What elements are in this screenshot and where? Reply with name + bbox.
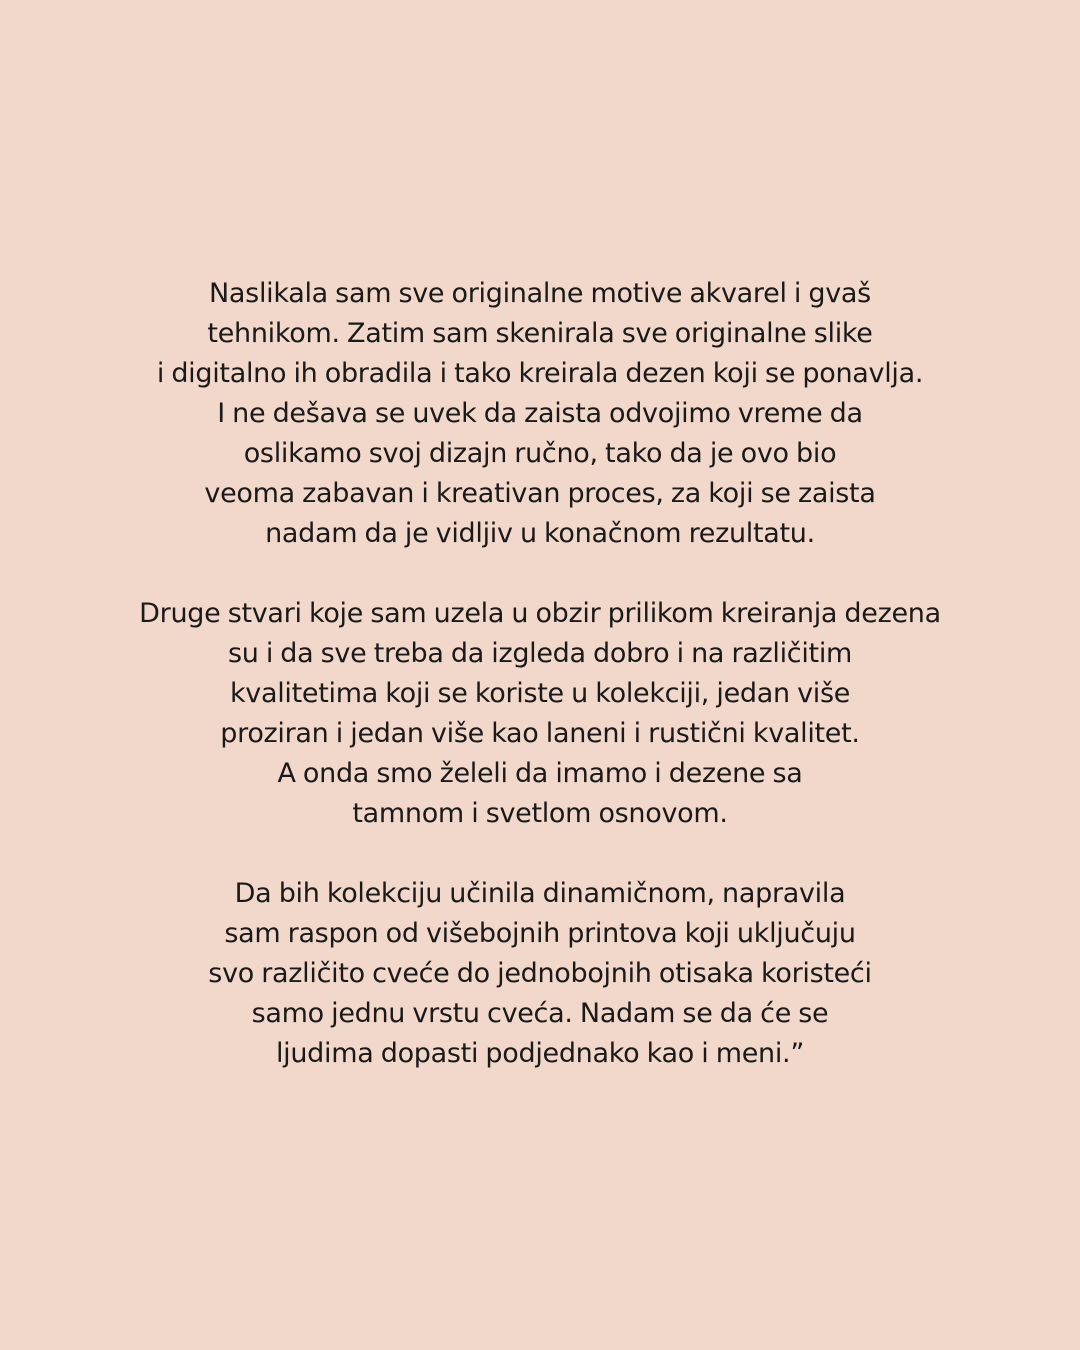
text-line: nadam da je vidljiv u konačnom rezultatu. — [265, 518, 815, 549]
text-line: Druge stvari koje sam uzela u obzir prilikom kreiranja dezena — [139, 598, 941, 629]
text-line: A onda smo želeli da imamo i dezene sa — [277, 758, 803, 789]
text-line: svo različito cveće do jednobojnih otisaka koristeći — [208, 958, 872, 989]
text-line: tamnom i svetlom osnovom. — [352, 798, 728, 829]
paragraph-2 — [0, 594, 1080, 834]
text-line: su i da sve treba da izgleda dobro i na različitim — [227, 638, 853, 669]
text-line: Naslikala sam sve originalne motive akvarel i gvaš — [209, 278, 871, 309]
text-line: Da bih kolekciju učinila dinamičnom, napravila — [234, 878, 846, 909]
quote-text-block — [0, 274, 1080, 1074]
text-line: sam raspon od višebojnih printova koji uključuju — [224, 918, 856, 949]
text-line: samo jednu vrstu cveća. Nadam se da će se — [251, 998, 829, 1029]
text-line: oslikamo svoj dizajn ručno, tako da je ovo bio — [243, 438, 837, 469]
text-line: veoma zabavan i kreativan proces, za koji se zaista — [204, 478, 876, 509]
text-line: I ne dešava se uvek da zaista odvojimo vreme da — [217, 398, 863, 429]
text-line: kvalitetima koji se koriste u kolekciji, jedan više — [229, 678, 851, 709]
text-line: i digitalno ih obradila i tako kreirala dezen koji se ponavlja. — [156, 358, 924, 389]
paragraph-3 — [0, 874, 1080, 1074]
text-line: ljudima dopasti podjednako kao i meni.” — [275, 1038, 805, 1069]
text-line: tehnikom. Zatim sam skenirala sve originalne slike — [207, 318, 873, 349]
text-line: proziran i jedan više kao laneni i rustični kvalitet. — [220, 718, 860, 749]
paragraph-1 — [0, 274, 1080, 554]
